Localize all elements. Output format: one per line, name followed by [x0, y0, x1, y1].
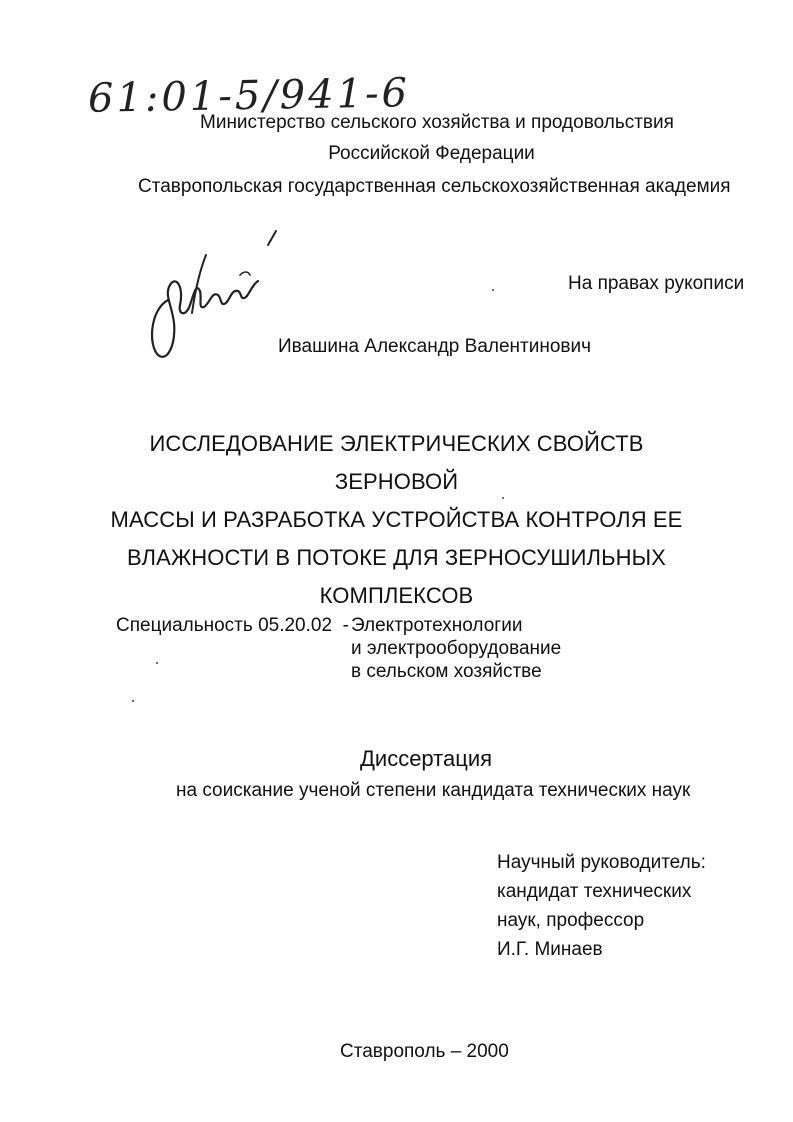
federation-line: Российской Федерации	[328, 143, 535, 164]
specialty-line: Электротехнологии	[351, 615, 523, 636]
specialty-name	[351, 614, 561, 683]
manuscript-rights: На правах рукописи	[568, 273, 745, 294]
supervisor-line: кандидат технических	[497, 881, 692, 902]
ministry-line: Министерство сельского хозяйства и продовольствия	[200, 112, 674, 133]
author-name: Ивашина Александр Валентинович	[278, 336, 592, 357]
title-line: ВЛАЖНОСТИ В ПОТОКЕ ДЛЯ ЗЕРНОСУШИЛЬНЫХ	[127, 545, 666, 570]
academy-line: Ставропольская государственная сельскохозяйственная академия	[138, 176, 731, 197]
scan-speck	[502, 497, 504, 499]
title-line: МАССЫ И РАЗРАБОТКА УСТРОЙСТВА КОНТРОЛЯ ЕЕ	[110, 507, 683, 532]
place-year: Ставрополь – 2000	[340, 1041, 509, 1062]
signature	[140, 225, 290, 365]
title-line: ИССЛЕДОВАНИЕ ЭЛЕКТРИЧЕСКИХ СВОЙСТВ ЗЕРНОВОЙ	[149, 431, 644, 494]
scan-speck	[132, 700, 134, 702]
document-type: Диссертация	[360, 746, 493, 771]
specialty-line: в сельском хозяйстве	[351, 661, 542, 682]
supervisor-line: наук, профессор	[497, 910, 645, 931]
supervisor-line: И.Г. Минаев	[497, 939, 603, 960]
scan-speck	[492, 289, 494, 291]
supervisor-block	[497, 848, 706, 964]
degree-line: на соискание ученой степени кандидата технических наук	[176, 780, 691, 801]
supervisor-line: Научный руководитель:	[497, 852, 706, 873]
title-line: КОМПЛЕКСОВ	[319, 583, 474, 608]
dissertation-title	[90, 425, 703, 615]
specialty-label: Специальность 05.20.02 -	[116, 615, 349, 636]
scan-speck	[156, 662, 158, 664]
archive-number: 61:01-5/941-6	[87, 70, 411, 122]
specialty-line: и электрооборудование	[351, 638, 562, 659]
